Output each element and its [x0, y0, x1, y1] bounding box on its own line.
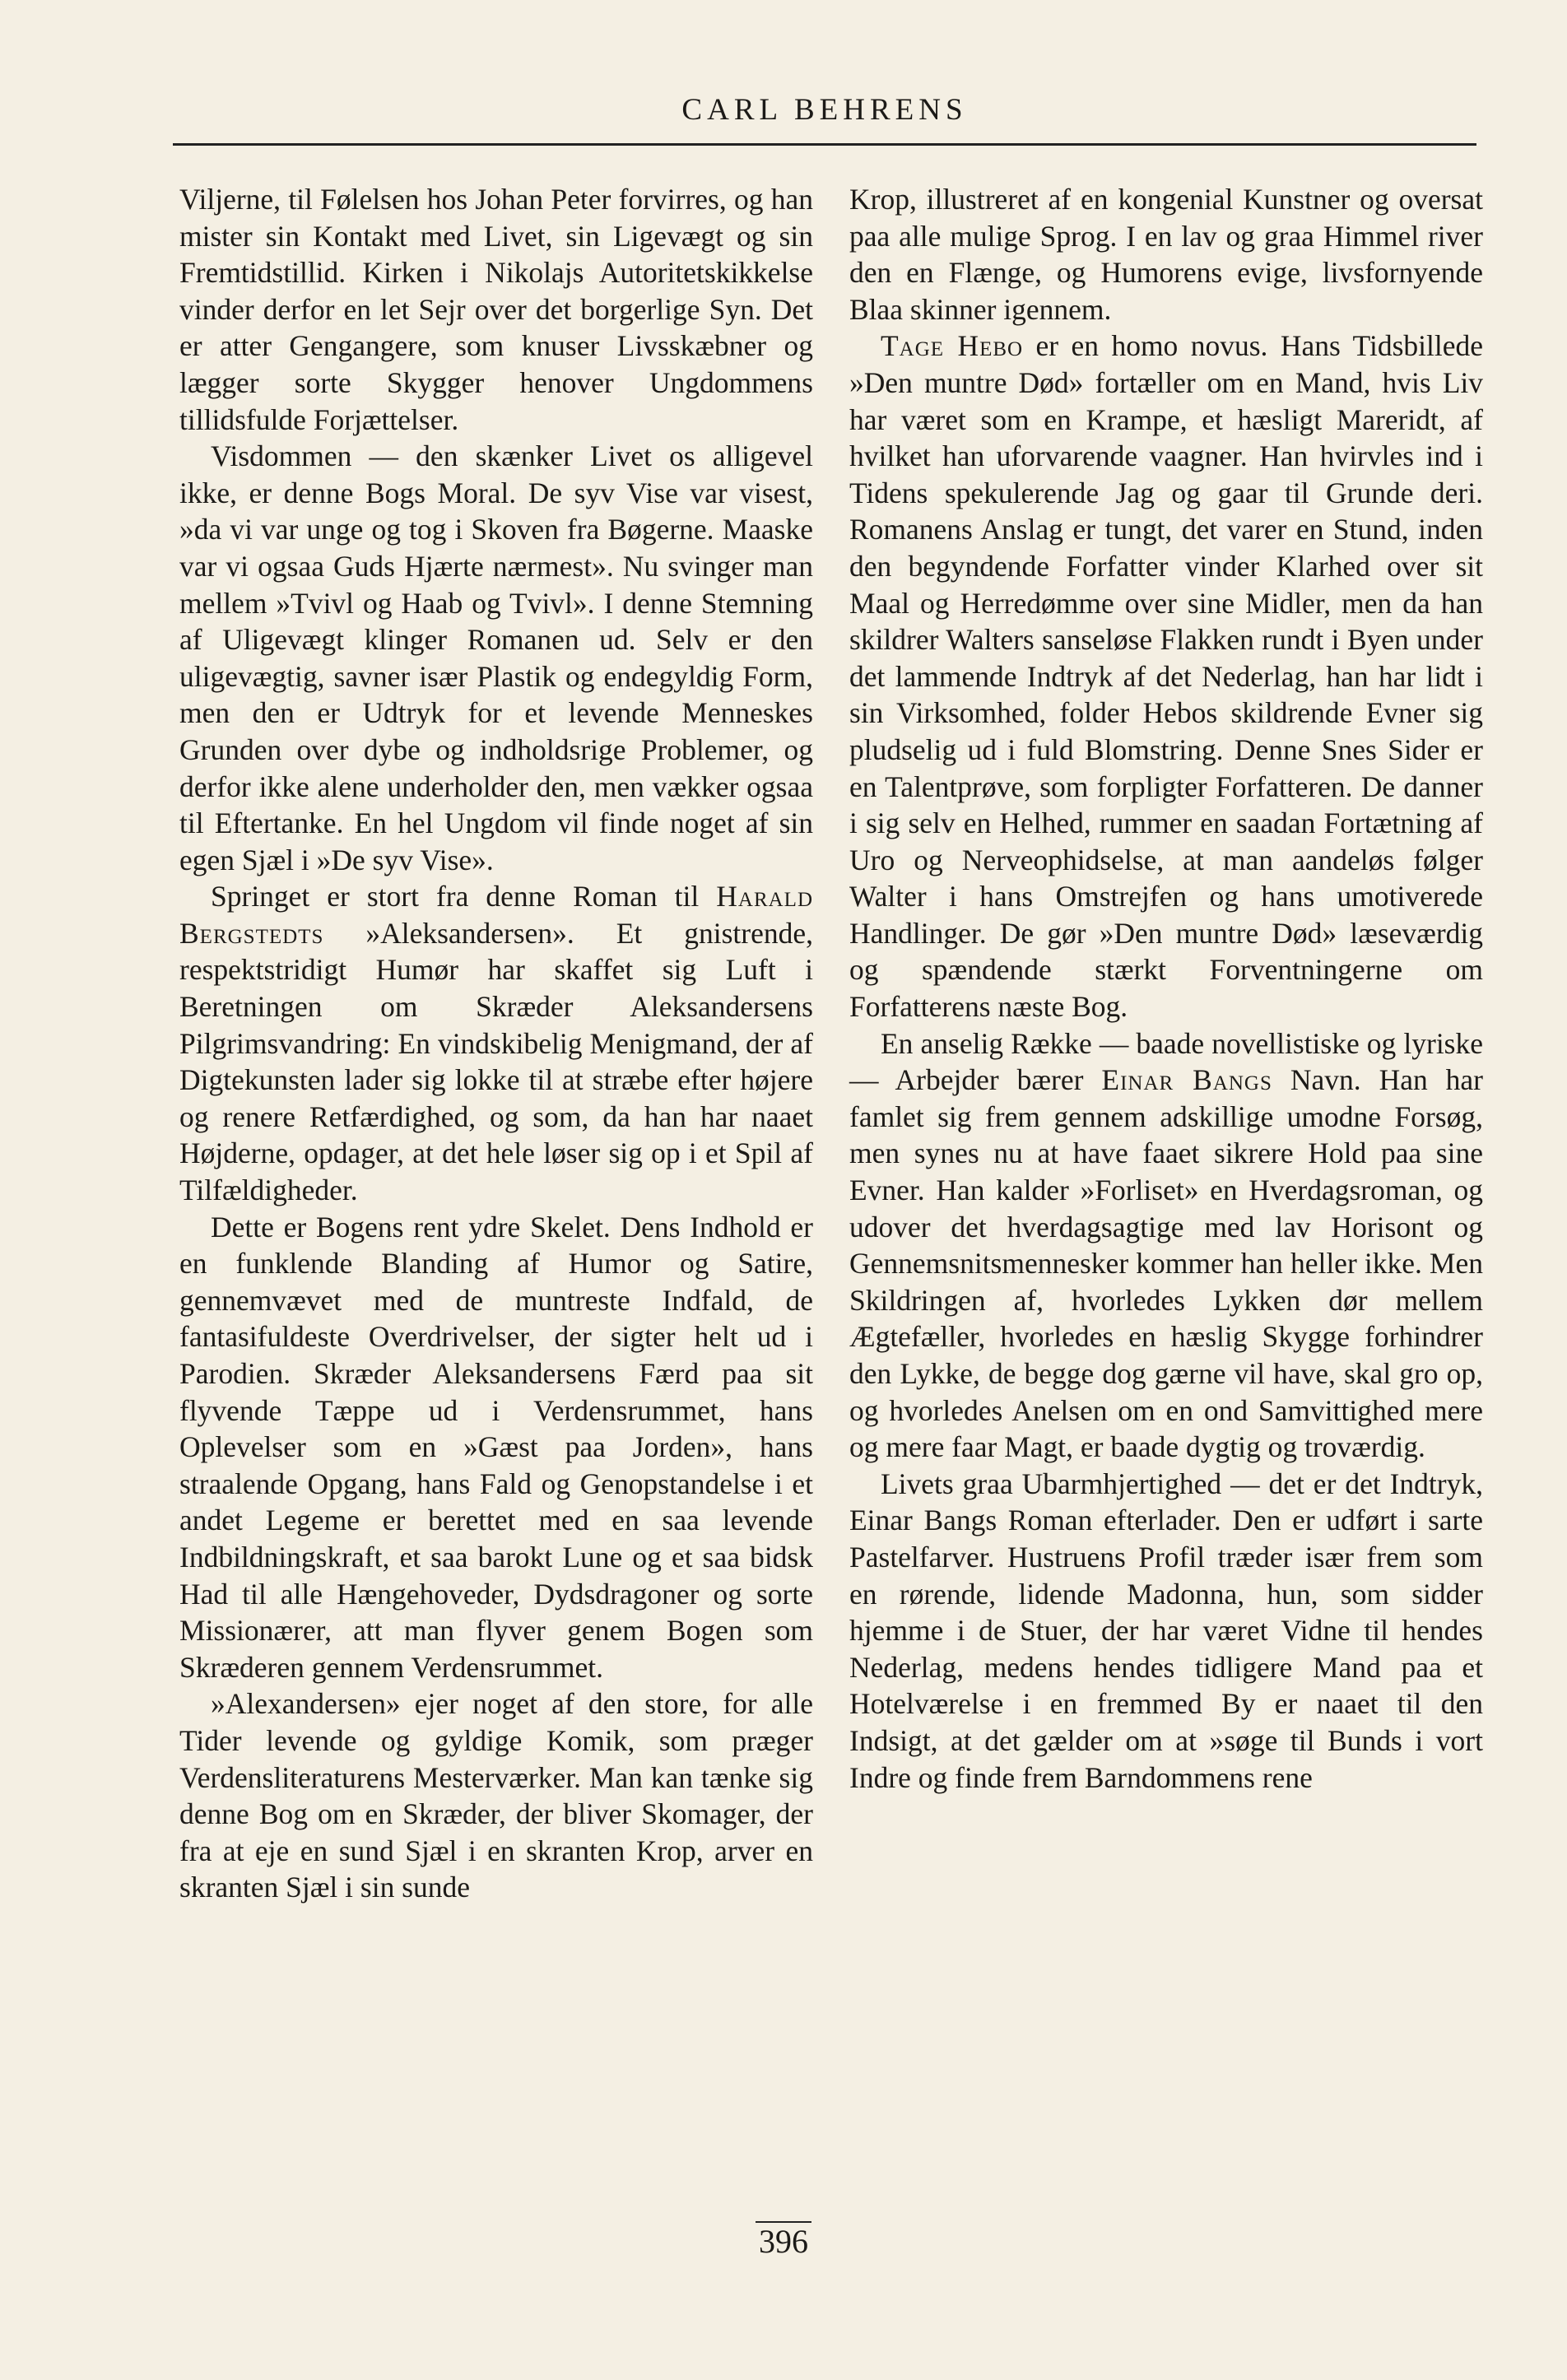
paragraph: Dette er Bogens rent ydre Skelet. Dens Indhold er en funklende Blanding af Humor og Satire, gennemvævet med de muntreste Indfald, de fantasifuldeste Overdrivelser, der sigter helt ud i Parodien. Skræder Aleksandersens Færd paa sit flyvende Tæppe ud i Verdensrummet, hans Oplevelser som en »Gæst paa Jorden», hans straalende Opgang, hans Fald og Genopstandelse i et andet Legeme er berettet med en saa levende Indbildningskraft, et saa barokt Lune og et saa bidsk Had til alle Hængehoveder, Dydsdragoner og sorte Missionærer, att man flyver genem Bogen som Skræderen gennem Verdensrummet.: [179, 1210, 813, 1684]
header-rule: [173, 143, 1476, 146]
paragraph-text: »Aleksandersen». Et gnistrende, respektstridigt Humør har skaffet sig Luft i Beretningen om Skræder Aleksandersens Pilgrimsvandring: En vindskibelig Menigmand, der af Digtekunsten lader sig lokke til at stræbe efter højere og renere Retfærdighed, og som, da han har naaet Højderne, opdager, at det hele løser sig op i et Spil af Tilfældigheder.: [179, 916, 814, 1207]
right-column: [849, 181, 1483, 1796]
page-number: [0, 2222, 1567, 2261]
paragraph: Visdommen — den skænker Livet os alligevel ikke, er denne Bogs Moral. De syv Vise var visest, »da vi var unge og tog i Skoven fra Bøgerne. Maaske var vi ogsaa Guds Hjærte nærmest». Nu svinger man mellem »Tvivl og Haab og Tvivl». I denne Stemning af Uligevægt klinger Romanen ud. Selv er den uligevægtig, savner især Plastik og endegyldig Form, men den er Udtryk for et levende Menneskes Grunden over dybe og indholdsrige Problemer, og derfor ikke alene underholder den, men vækker ogsaa til Eftertanke. En hel Ungdom vil finde noget af sin egen Sjæl i »De syv Vise».: [179, 439, 813, 876]
author-name: Einar Bangs: [1101, 1063, 1272, 1097]
author-name: Harald Bergstedts: [179, 880, 813, 950]
paragraph-text: Navn. Han har famlet sig frem gennem adskillige umodne Forsøg, men synes nu at have faaet sikrere Hold paa sine Evner. Han kalder »Forliset» en Hverdagsroman, og udover det hverdagsagtige med lav Horisont og Gennemsnitsmennesker kommer han heller ikke. Men Skildringen af, hvorledes Lykken dør mellem Ægtefæller, hvorledes en hæslig Skygge forhindrer den Lykke, de begge dog gærne vil have, skal gro op, og hvorledes Anelsen om en ond Samvittighed mere og mere faar Magt, er baade dygtig og troværdig.: [849, 1063, 1483, 1464]
paragraph: [849, 1025, 1483, 1466]
paragraph-text: Springet er stort fra denne Roman til: [211, 880, 700, 913]
author-name: Tage Hebo: [881, 329, 1024, 363]
paragraph: Krop, illustreret af en kongenial Kunstner og oversat paa alle mulige Sprog. I en lav og graa Himmel river den en Flænge, og Humorens evige, livsfornyende Blaa skinner igennem.: [849, 183, 1483, 326]
page-number-text: 396: [756, 2221, 811, 2260]
paragraph: [849, 328, 1483, 1025]
paragraph-text: En anselig Række — baade novellistiske og lyriske — Arbejder bærer: [849, 1026, 1483, 1097]
running-header: CARL BEHRENS: [681, 93, 968, 127]
paragraph: [179, 878, 813, 1208]
left-column: [179, 181, 813, 1906]
paragraph-text: er en homo novus. Hans Tidsbillede »Den muntre Død» fortæller om en Mand, hvis Liv har været som en Krampe, et hæsligt Mareridt, af hvilket han uforvarende vaagner. Han hvirvles ind i Tidens spekulerende Jag og gaar til Grunde deri. Romanens Anslag er tungt, det varer en Stund, inden den begyndende Forfatter vinder Klarhed over sit Maal og Herredømme over sine Midler, men da han skildrer Walters sanseløse Flakken rundt i Byen under det lammende Indtryk af det Nederlag, han har lidt i sin Virksomhed, folder Hebos skildrende Evner sig pludselig ud i fuld Blomstring. Denne Snes Sider er en Talentprøve, som forpligter Forfatteren. De danner i sig selv en Helhed, rummer en saadan Fortætning af Uro og Nerveophidselse, at man aandeløs følger Walter i hans Omstrejfen og hans umotiverede Handlinger. De gør »Den muntre Død» læseværdig og spændende stærkt Forventningerne om Forfatterens næste Bog.: [849, 329, 1484, 1024]
paragraph: Viljerne, til Følelsen hos Johan Peter forvirres, og han mister sin Kontakt med Livet, sin Ligevægt og sin Fremtidstillid. Kirken i Nikolajs Autoritetskikkelse vinder derfor en let Sejr over det borgerlige Syn. Det er atter Gengangere, som knuser Livsskæbner og lægger sorte Skygger henover Ungdommens tillidsfulde Forjættelser.: [179, 183, 813, 436]
paragraph: Livets graa Ubarmhjertighed — det er det Indtryk, Einar Bangs Roman efterlader. Den er udført i sarte Pastelfarver. Hustruens Profil træder især frem som en rørende, lidende Madonna, hun, som sidder hjemme i de Stuer, der har været Vidne til hendes Nederlag, medens hendes tidligere Mand paa et Hotelværelse i en fremmed By er naaet til den Indsigt, at det gælder om at »søge til Bunds i vort Indre og finde frem Barndommens rene: [849, 1467, 1483, 1794]
paragraph: »Alexandersen» ejer noget af den store, for alle Tider levende og gyldige Komik, som præger Verdensliteraturens Mesterværker. Man kan tænke sig denne Bog om en Skræder, der bliver Skomager, der fra at eje en sund Sjæl i en skranten Krop, arver en skranten Sjæl i sin sunde: [179, 1687, 813, 1904]
